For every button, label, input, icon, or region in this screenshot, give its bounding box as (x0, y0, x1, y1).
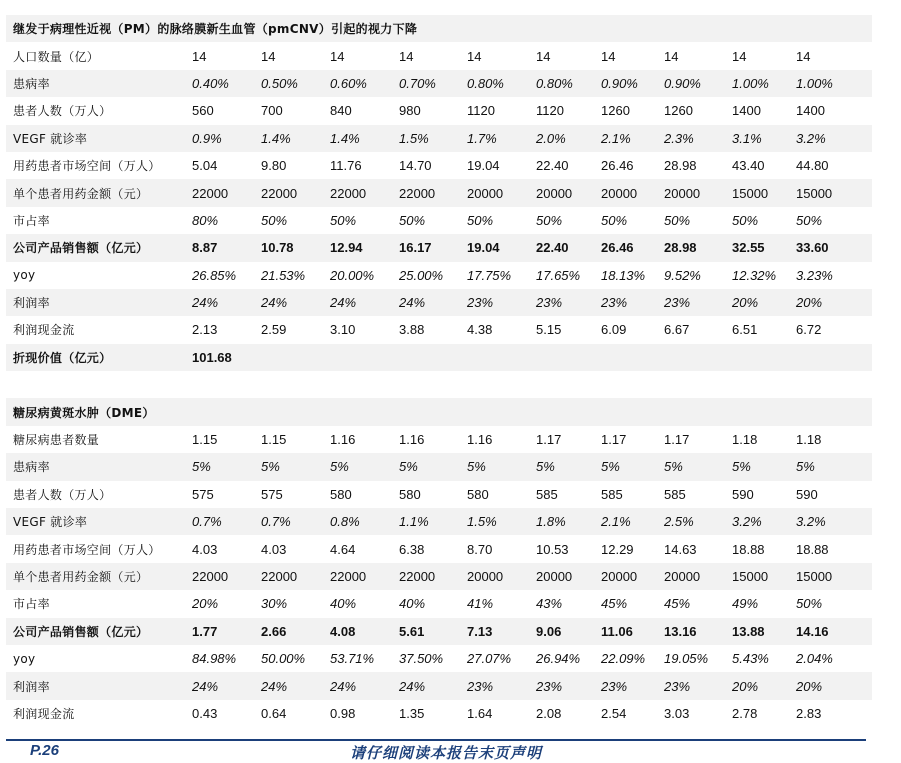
row-label: yoy (13, 651, 36, 666)
table-cell: 585 (664, 486, 686, 502)
table-cell: 13.88 (732, 623, 765, 639)
table-row (6, 125, 872, 152)
table-cell: 1.16 (467, 432, 493, 448)
table-row (6, 316, 872, 343)
disclaimer-note: 请仔细阅读本报告末页声明 (350, 744, 543, 762)
section-title: 继发于病理性近视（PM）的脉络膜新生血管（pmCNV）引起的视力下降 (13, 22, 418, 37)
row-label: 利润现金流 (13, 323, 75, 338)
table-cell: 1.5% (467, 514, 497, 530)
row-label: 公司产品销售额（亿元） (13, 241, 149, 256)
table-cell: 575 (261, 486, 283, 502)
row-label: 单个患者用药金额（元） (13, 186, 149, 201)
table-cell: 21.53% (261, 267, 306, 283)
table-cell: 26.94% (536, 651, 581, 667)
table-cell: 45% (664, 596, 691, 612)
table-cell: 24% (399, 678, 426, 694)
table-cell: 23% (467, 678, 494, 694)
table-row (6, 590, 872, 617)
table-cell: 5.15 (536, 322, 562, 338)
table-cell: 24% (192, 295, 219, 311)
table-row (6, 453, 872, 480)
table-cell: 9.06 (536, 623, 562, 639)
table-cell: 80% (192, 212, 219, 228)
table-cell: 14 (601, 48, 616, 64)
table-cell: 3.1% (732, 130, 762, 146)
table-cell: 14 (399, 48, 414, 64)
table-cell: 5% (467, 459, 486, 475)
table-cell: 20000 (601, 569, 638, 584)
table-cell: 22000 (261, 185, 298, 201)
table-cell: 2.1% (601, 130, 631, 146)
table-cell: 11.06 (601, 623, 633, 639)
table-row (6, 563, 872, 590)
table-cell: 22000 (192, 185, 229, 201)
table-cell: 700 (261, 103, 283, 119)
table-cell: 5% (601, 459, 620, 475)
table-cell: 22.40 (536, 240, 569, 256)
table-cell: 840 (330, 103, 352, 119)
table-cell: 10.78 (261, 240, 294, 256)
row-label: 患者人数（万人） (13, 104, 112, 119)
table-row (6, 618, 872, 645)
row-label: 用药患者市场空间（万人） (13, 542, 161, 557)
table-cell: 2.0% (536, 130, 566, 146)
table-cell: 1.18 (796, 432, 822, 448)
table-cell: 5% (796, 459, 815, 475)
table-cell: 1400 (796, 103, 825, 119)
table-cell: 8.70 (467, 541, 493, 557)
row-label: 患者人数（万人） (13, 487, 112, 502)
row-label: 单个患者用药金额（元） (13, 570, 149, 584)
table-cell: 20% (796, 295, 823, 311)
table-cell: 6.51 (732, 322, 758, 338)
table-cell: 26.85% (192, 267, 237, 283)
table-cell: 2.54 (601, 705, 627, 721)
table-cell: 2.3% (664, 130, 694, 146)
table-cell: 50% (261, 212, 288, 228)
table-cell: 2.83 (796, 705, 822, 721)
table-cell: 5% (261, 459, 280, 475)
page-number: P.26 (30, 742, 59, 759)
table-cell: 7.13 (467, 623, 493, 639)
table-cell: 22000 (330, 185, 367, 201)
table-cell: 50% (796, 212, 823, 228)
table-cell: 10.53 (536, 541, 569, 557)
table-row (6, 152, 872, 179)
row-label: 患病率 (13, 460, 50, 475)
table-row (6, 289, 872, 316)
section-title-row (6, 398, 872, 425)
table-cell: 3.23% (796, 267, 833, 283)
table-cell: 3.2% (732, 514, 762, 530)
table-cell: 14 (732, 48, 747, 64)
table-cell: 14.70 (399, 158, 432, 174)
table-row (6, 672, 872, 699)
table-cell: 0.98 (330, 705, 356, 721)
table-cell: 50% (664, 212, 691, 228)
table-cell: 20% (796, 678, 823, 694)
table-cell: 20000 (664, 185, 701, 201)
table-cell: 50.00% (261, 651, 306, 667)
table-cell: 0.90% (664, 75, 701, 91)
table-cell: 40% (399, 596, 426, 612)
table-cell: 50% (601, 212, 628, 228)
table-cell: 16.17 (399, 240, 432, 256)
table-cell: 12.32% (732, 267, 777, 283)
table-cell: 2.08 (536, 705, 562, 721)
table-cell: 6.67 (664, 322, 690, 338)
table-cell: 2.5% (664, 514, 694, 530)
table-cell: 19.05% (664, 651, 709, 667)
table-cell: 1.17 (536, 432, 562, 448)
table-cell: 20% (732, 678, 759, 694)
table-cell: 14 (467, 48, 482, 64)
table-cell: 6.72 (796, 322, 822, 338)
table-cell: 19.04 (467, 158, 500, 174)
table-cell: 2.1% (601, 514, 631, 530)
table-row (6, 179, 872, 206)
table-cell: 19.04 (467, 240, 500, 256)
table-cell: 2.66 (261, 623, 287, 639)
table-cell: 1.4% (330, 130, 360, 146)
table-cell: 1.16 (330, 432, 356, 448)
table-cell: 14 (192, 48, 207, 64)
table-cell: 1.15 (192, 432, 218, 448)
table-cell: 17.75% (467, 267, 512, 283)
table-cell: 1.15 (261, 432, 287, 448)
table-cell: 2.13 (192, 322, 218, 338)
table-cell: 23% (601, 678, 628, 694)
table-cell: 14.16 (796, 623, 829, 639)
table-cell: 14 (261, 48, 276, 64)
table-cell: 5% (664, 459, 683, 475)
table-cell: 4.08 (330, 623, 356, 639)
table-cell: 4.64 (330, 541, 356, 557)
table-cell: 2.04% (796, 651, 833, 667)
table-cell: 22.09% (601, 651, 646, 667)
table-cell: 22000 (399, 185, 436, 201)
table-cell: 5% (536, 459, 555, 475)
footer-divider (6, 739, 866, 741)
section-title-row (6, 15, 872, 42)
table-cell: 23% (664, 295, 691, 311)
table-cell: 3.03 (664, 705, 690, 721)
table-cell: 1.1% (399, 514, 429, 530)
table-cell: 18.13% (601, 267, 646, 283)
table-cell: 18.88 (796, 541, 829, 557)
table-cell: 27.07% (467, 651, 512, 667)
table-cell: 590 (796, 486, 818, 502)
table-cell: 50% (330, 212, 357, 228)
table-cell: 14 (796, 48, 811, 64)
table-cell: 8.87 (192, 240, 218, 256)
table-cell: 15000 (796, 185, 833, 201)
table-cell: 5% (330, 459, 349, 475)
table-cell: 20000 (536, 569, 573, 584)
table-cell: 590 (732, 486, 754, 502)
table-cell: 0.7% (192, 514, 222, 530)
table-cell: 3.2% (796, 514, 826, 530)
table-cell: 1.7% (467, 130, 497, 146)
table-cell: 101.68 (192, 349, 232, 365)
table-cell: 30% (261, 596, 288, 612)
table-cell: 3.88 (399, 322, 425, 338)
table-cell: 20000 (467, 569, 504, 584)
table-cell: 580 (399, 486, 421, 502)
table-cell: 17.65% (536, 267, 581, 283)
row-label: 糖尿病患者数量 (13, 433, 100, 448)
table-cell: 1.35 (399, 705, 425, 721)
row-label: yoy (13, 268, 36, 283)
table-cell: 26.46 (601, 240, 634, 256)
table-cell: 24% (330, 295, 357, 311)
row-label: 市占率 (13, 597, 50, 612)
table-cell: 11.76 (330, 158, 362, 174)
table-cell: 980 (399, 103, 421, 119)
section-title: 糖尿病黄斑水肿（DME） (13, 405, 155, 420)
table-cell: 32.55 (732, 240, 765, 256)
table-cell: 22000 (261, 569, 298, 584)
row-label: 患病率 (13, 76, 50, 91)
table-cell: 6.38 (399, 541, 425, 557)
table-cell: 14 (536, 48, 551, 64)
table-cell: 20000 (664, 569, 701, 584)
table-cell: 28.98 (664, 158, 697, 174)
table-cell: 44.80 (796, 158, 829, 174)
row-label: 利润现金流 (13, 706, 75, 721)
row-label: VEGF 就诊率 (13, 131, 88, 146)
table-cell: 43.40 (732, 158, 765, 174)
table-cell: 0.64 (261, 705, 287, 721)
table-cell: 9.52% (664, 267, 701, 283)
table-cell: 20% (192, 596, 219, 612)
table-cell: 49% (732, 596, 759, 612)
table-cell: 3.10 (330, 322, 356, 338)
table-cell: 1120 (536, 103, 564, 119)
table-cell: 20000 (536, 185, 573, 201)
table-row (6, 262, 872, 289)
table-cell: 1.17 (664, 432, 690, 448)
table-cell: 5.61 (399, 623, 425, 639)
table-cell: 14.63 (664, 541, 697, 557)
table-cell: 0.60% (330, 75, 367, 91)
table-cell: 20.00% (330, 267, 375, 283)
table-row (6, 481, 872, 508)
table-cell: 50% (536, 212, 563, 228)
table-row (6, 97, 872, 124)
table-cell: 12.94 (330, 240, 363, 256)
table-cell: 5% (732, 459, 751, 475)
table-cell: 4.38 (467, 322, 493, 338)
row-label: 人口数量（亿） (13, 49, 100, 64)
table-cell: 53.71% (330, 651, 375, 667)
table-cell: 0.80% (467, 75, 504, 91)
table-cell: 25.00% (399, 267, 444, 283)
table-row (6, 70, 872, 97)
table-cell: 0.90% (601, 75, 638, 91)
table-cell: 43% (536, 596, 563, 612)
table-cell: 15000 (732, 185, 769, 201)
table-cell: 41% (467, 596, 494, 612)
table-row (6, 344, 872, 371)
table-cell: 1120 (467, 103, 495, 119)
table-cell: 585 (601, 486, 623, 502)
table-cell: 6.09 (601, 322, 627, 338)
table-cell: 23% (536, 295, 563, 311)
table-cell: 12.29 (601, 541, 634, 557)
table-cell: 0.40% (192, 75, 229, 91)
row-label: 公司产品销售额（亿元） (13, 624, 149, 639)
table-cell: 5.43% (732, 651, 769, 667)
row-label: 折现价值（亿元） (13, 350, 112, 365)
table-cell: 20000 (467, 185, 504, 201)
table-cell: 22000 (192, 569, 229, 584)
table-cell: 1400 (732, 103, 761, 119)
table-cell: 580 (330, 486, 352, 502)
table-row (6, 645, 872, 672)
table-cell: 1.77 (192, 623, 218, 639)
table-cell: 22000 (330, 569, 367, 584)
table-cell: 18.88 (732, 541, 765, 557)
table-cell: 50% (732, 212, 759, 228)
table-cell: 4.03 (192, 541, 218, 557)
row-label: 利润率 (13, 679, 50, 694)
table-cell: 4.03 (261, 541, 287, 557)
table-row (6, 426, 872, 453)
table-cell: 1.17 (601, 432, 627, 448)
row-label: 市占率 (13, 213, 50, 228)
table-cell: 33.60 (796, 240, 829, 256)
row-label: 利润率 (13, 296, 50, 311)
table-cell: 26.46 (601, 158, 634, 174)
table-cell: 50% (467, 212, 494, 228)
table-cell: 1.5% (399, 130, 429, 146)
table-cell: 1.64 (467, 705, 493, 721)
table-cell: 14 (330, 48, 345, 64)
table-row (6, 207, 872, 234)
table-cell: 0.50% (261, 75, 298, 91)
table-cell: 5.04 (192, 158, 218, 174)
table-cell: 1.8% (536, 514, 566, 530)
table-cell: 24% (261, 678, 288, 694)
table-cell: 45% (601, 596, 628, 612)
table-cell: 5% (192, 459, 211, 475)
table-cell: 0.80% (536, 75, 573, 91)
table-cell: 580 (467, 486, 489, 502)
table-cell: 1260 (664, 103, 693, 119)
table-cell: 0.70% (399, 75, 436, 91)
table-cell: 2.78 (732, 705, 758, 721)
table-row (6, 700, 872, 727)
table-cell: 24% (399, 295, 426, 311)
table-cell: 5% (399, 459, 418, 475)
table-cell: 22000 (399, 569, 436, 584)
table-cell: 13.16 (664, 623, 697, 639)
forecast-table (6, 15, 872, 727)
table-cell: 1.00% (732, 75, 769, 91)
table-cell: 14 (664, 48, 679, 64)
table-cell: 24% (330, 678, 357, 694)
table-row (6, 42, 872, 69)
table-cell: 1.18 (732, 432, 758, 448)
table-cell: 20% (732, 295, 759, 311)
table-cell: 50% (399, 212, 426, 228)
table-cell: 1.4% (261, 130, 291, 146)
table-cell: 23% (601, 295, 628, 311)
table-cell: 3.2% (796, 130, 826, 146)
table-cell: 23% (664, 678, 691, 694)
table-cell: 24% (192, 678, 219, 694)
table-cell: 2.59 (261, 322, 287, 338)
table-cell: 0.8% (330, 514, 360, 530)
table-cell: 0.7% (261, 514, 291, 530)
table-cell: 24% (261, 295, 288, 311)
table-cell: 575 (192, 486, 214, 502)
table-row (6, 535, 872, 562)
table-cell: 84.98% (192, 651, 237, 667)
table-cell: 0.9% (192, 130, 222, 146)
table-row (6, 508, 872, 535)
table-cell: 23% (536, 678, 563, 694)
row-label: VEGF 就诊率 (13, 515, 88, 530)
table-cell: 22.40 (536, 158, 569, 174)
table-cell: 20000 (601, 185, 638, 201)
table-cell: 40% (330, 596, 357, 612)
table-cell: 15000 (732, 569, 769, 584)
table-cell: 28.98 (664, 240, 697, 256)
table-cell: 50% (796, 596, 823, 612)
table-cell: 560 (192, 103, 214, 119)
table-cell: 1.16 (399, 432, 425, 448)
row-label: 用药患者市场空间（万人） (13, 159, 161, 174)
table-row (6, 234, 872, 261)
table-cell: 37.50% (399, 651, 444, 667)
table-cell: 9.80 (261, 158, 287, 174)
table-cell: 23% (467, 295, 494, 311)
table-cell: 585 (536, 486, 558, 502)
table-cell: 15000 (796, 569, 833, 584)
table-cell: 0.43 (192, 705, 218, 721)
table-cell: 1260 (601, 103, 630, 119)
section-spacer (6, 371, 872, 398)
table-cell: 1.00% (796, 75, 833, 91)
